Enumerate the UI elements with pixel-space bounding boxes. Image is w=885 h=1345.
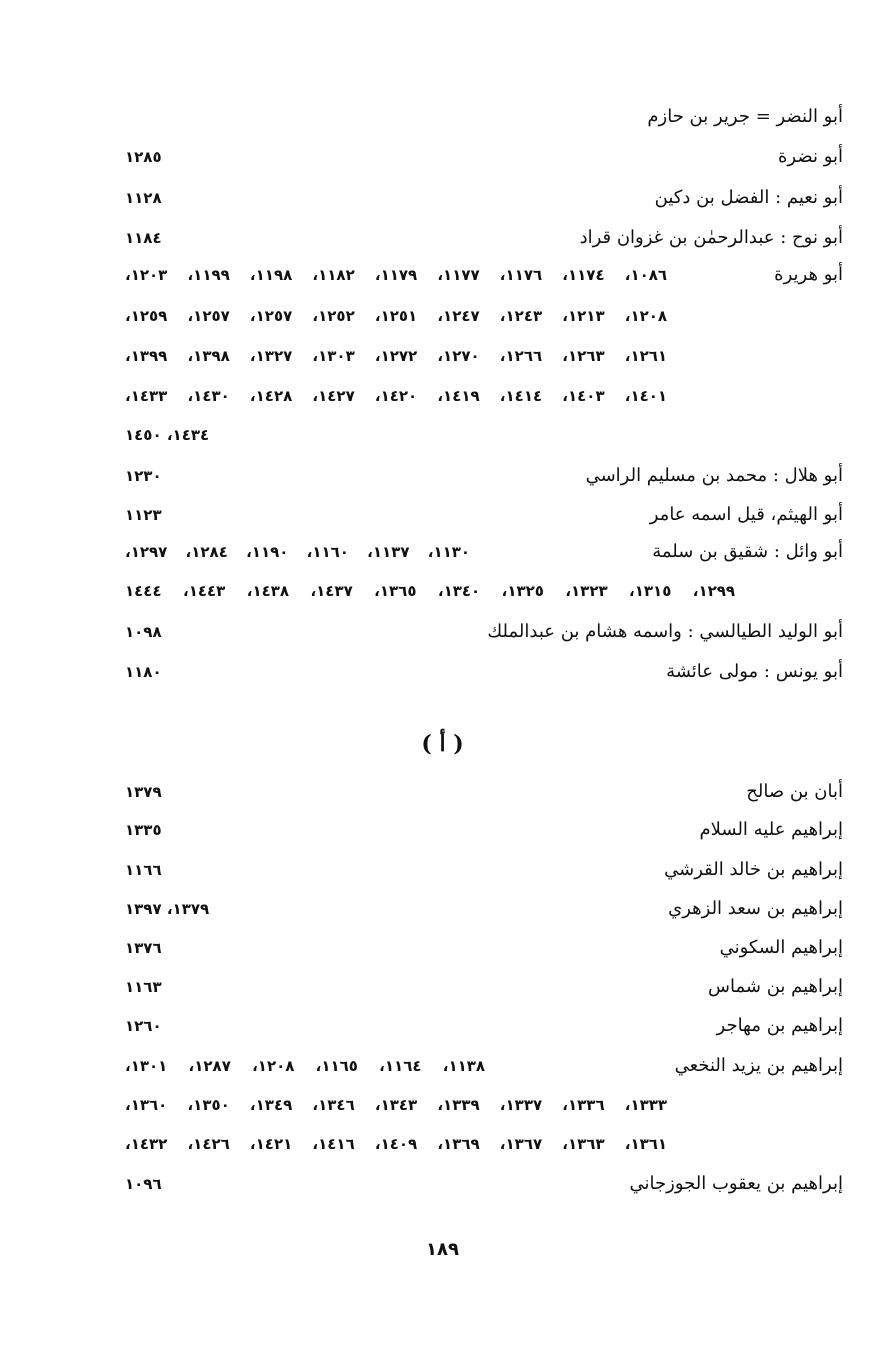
entry-numbers: ١٣٣٥ — [125, 821, 162, 839]
index-entry — [0, 256, 885, 294]
entry-numbers: ١١٢٣ — [125, 506, 162, 524]
index-entry — [0, 219, 885, 257]
entry-numbers: ١٤٣٤، ١٤٥٠ — [125, 426, 210, 444]
entry-numbers: ١١٨٤ — [125, 229, 162, 247]
index-entry-continuation — [0, 377, 885, 415]
index-entry — [0, 98, 885, 136]
index-entry-continuation — [0, 416, 885, 454]
entry-name: إبراهيم بن شماس — [708, 976, 843, 997]
index-entry — [0, 613, 885, 651]
index-entry — [0, 496, 885, 534]
entry-name: أبو هريرة — [774, 264, 843, 285]
entry-numbers: ١٢٦١، ١٢٦٣، ١٢٦٦، ١٢٧٠، ١٢٧٢، ١٣٠٣، ١٣٢٧، ١٣٩٨، ١٣٩٩، — [125, 347, 668, 365]
entry-numbers: ١٣٣٣، ١٣٣٦، ١٣٣٧، ١٣٣٩، ١٣٤٣، ١٣٤٦، ١٣٤٩، ١٣٥٠، ١٣٦٠، — [125, 1096, 668, 1114]
entry-name: أبو هلال : محمد بن مسليم الراسي — [585, 465, 843, 486]
index-entry — [0, 179, 885, 217]
index-entry — [0, 1047, 885, 1085]
entry-name: إبراهيم السكوني — [719, 937, 843, 958]
index-entry-continuation — [0, 1086, 885, 1124]
index-entry — [0, 851, 885, 889]
index-entry — [0, 653, 885, 691]
entry-numbers: ١١٦٣ — [125, 978, 162, 996]
entry-name: أبو نضرة — [777, 146, 843, 167]
entry-numbers: ١١٣٨، ١١٦٤، ١١٦٥، ١٢٠٨، ١٢٨٧، ١٣٠١، — [125, 1057, 486, 1075]
entry-name: أبو يونس : مولى عائشة — [666, 661, 843, 682]
entry-name: أبو وائل : شقيق بن سلمة — [652, 541, 843, 562]
index-entry — [0, 533, 885, 571]
entry-numbers: ١٢٣٠ — [125, 467, 162, 485]
entry-numbers: ١٢٨٥ — [125, 148, 162, 166]
entry-name: أبو النضر = جرير بن حازم — [647, 106, 843, 127]
entry-name: أبان بن صالح — [746, 781, 843, 802]
entry-numbers: ١٣٧٦ — [125, 939, 162, 957]
entry-numbers: ١٠٨٦، ١١٧٤، ١١٧٦، ١١٧٧، ١١٧٩، ١١٨٢، ١١٩٨، ١١٩٩، ١٢٠٣، — [125, 266, 668, 284]
index-entry-continuation — [0, 337, 885, 375]
index-entry — [0, 138, 885, 176]
index-entry — [0, 929, 885, 967]
entry-name: أبو نوح : عبدالرحمٰن بن غزوان قراد — [579, 227, 843, 248]
index-entry-continuation — [0, 572, 885, 610]
entry-numbers: ١٢٩٩، ١٣١٥، ١٣٢٣، ١٣٢٥، ١٣٤٠، ١٣٦٥، ١٤٣٧، ١٤٣٨، ١٤٤٣، ١٤٤٤ — [125, 582, 736, 600]
section-heading: ( أ ) — [421, 731, 464, 757]
entry-numbers: ١٠٩٨ — [125, 623, 162, 641]
entry-name: أبو الوليد الطيالسي : واسمه هشام بن عبدالملك — [487, 621, 843, 642]
index-entry — [0, 457, 885, 495]
page-number: ١٨٩ — [426, 1239, 459, 1260]
index-entry — [0, 1007, 885, 1045]
index-entry — [0, 968, 885, 1006]
index-entry — [0, 890, 885, 928]
entry-name: إبراهيم بن يزيد النخعي — [674, 1055, 843, 1076]
entry-name: إبراهيم بن سعد الزهري — [668, 898, 843, 919]
index-entry — [0, 1165, 885, 1203]
entry-numbers: ١٣٦١، ١٣٦٣، ١٣٦٧، ١٣٦٩، ١٤٠٩، ١٤١٦، ١٤٢١، ١٤٢٦، ١٤٣٢، — [125, 1135, 668, 1153]
entry-numbers: ١٣٧٩، ١٣٩٧ — [125, 900, 210, 918]
entry-name: إبراهيم عليه السلام — [699, 819, 843, 840]
index-entry-continuation — [0, 297, 885, 335]
entry-name: إبراهيم بن خالد القرشي — [664, 859, 843, 880]
entry-numbers: ١١٢٨ — [125, 189, 162, 207]
entry-numbers: ١١٦٦ — [125, 861, 162, 879]
index-entry — [0, 773, 885, 811]
entry-name: أبو الهيثم، قيل اسمه عامر — [649, 504, 843, 525]
entry-numbers: ١٠٩٦ — [125, 1175, 162, 1193]
index-entry-continuation — [0, 1125, 885, 1163]
entry-numbers: ١٣٧٩ — [125, 783, 162, 801]
entry-name: إبراهيم بن يعقوب الجوزجاني — [629, 1173, 843, 1194]
entry-numbers: ١١٣٠، ١١٣٧، ١١٦٠، ١١٩٠، ١٢٨٤، ١٢٩٧، — [125, 543, 471, 561]
entry-name: إبراهيم بن مهاجر — [716, 1015, 843, 1036]
entry-numbers: ١١٨٠ — [125, 663, 162, 681]
entry-numbers: ١٢٦٠ — [125, 1017, 162, 1035]
entry-numbers: ١٢٠٨، ١٢١٣، ١٢٤٣، ١٢٤٧، ١٢٥١، ١٢٥٢، ١٢٥٧، ١٢٥٧، ١٢٥٩، — [125, 307, 668, 325]
entry-name: أبو نعيم : الفضل بن دكين — [654, 187, 843, 208]
entry-numbers: ١٤٠١، ١٤٠٣، ١٤١٤، ١٤١٩، ١٤٢٠، ١٤٢٧، ١٤٢٨، ١٤٣٠، ١٤٣٣، — [125, 387, 668, 405]
index-entry — [0, 811, 885, 849]
